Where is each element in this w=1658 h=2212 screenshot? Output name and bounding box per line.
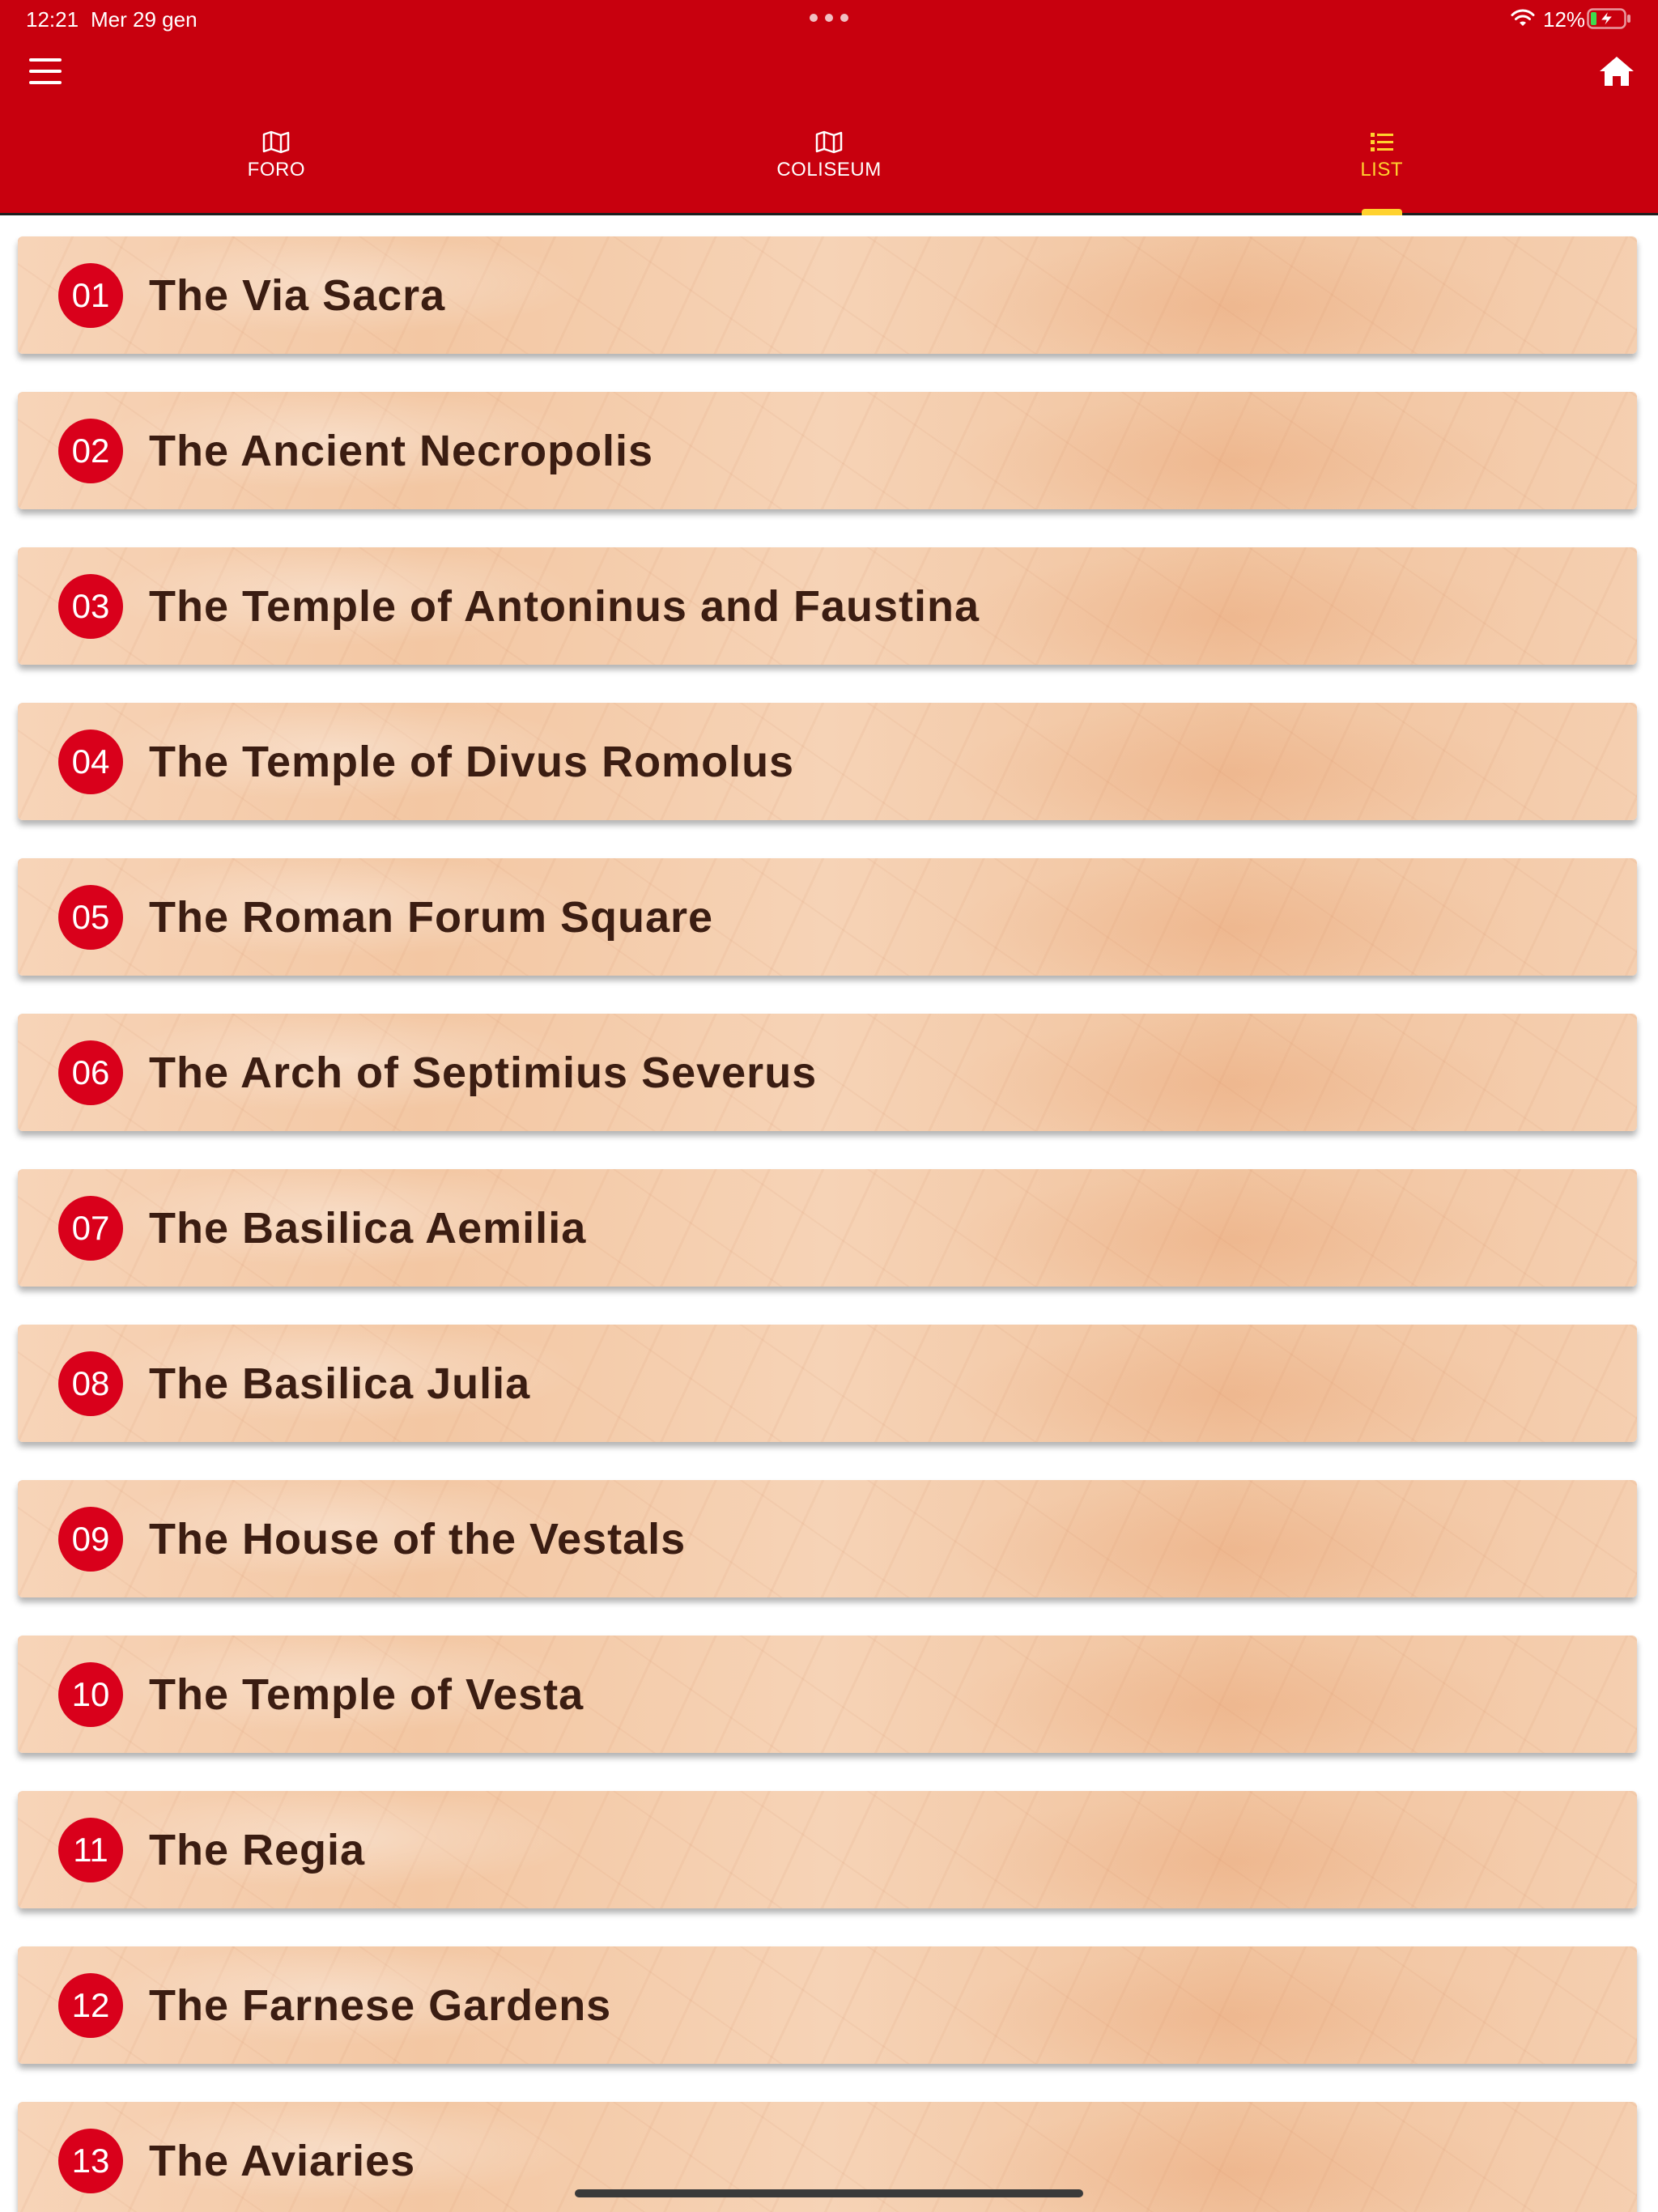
item-title: The Basilica Julia bbox=[149, 1359, 531, 1408]
list-item[interactable] bbox=[18, 1169, 1637, 1287]
item-number-badge: 11 bbox=[58, 1818, 123, 1882]
item-number-badge: 13 bbox=[58, 2129, 123, 2193]
item-number-badge: 07 bbox=[58, 1196, 123, 1261]
hamburger-line bbox=[29, 70, 62, 73]
map-icon bbox=[814, 130, 844, 154]
status-date: Mer 29 gen bbox=[91, 7, 198, 32]
list-item[interactable] bbox=[18, 1325, 1637, 1442]
tab-coliseum[interactable] bbox=[553, 121, 1106, 215]
item-title: The Temple of Divus Romolus bbox=[149, 737, 795, 786]
list-item[interactable] bbox=[18, 1946, 1637, 2064]
item-title: The Roman Forum Square bbox=[149, 892, 714, 942]
item-number-badge: 09 bbox=[58, 1507, 123, 1572]
battery-charging-icon bbox=[1587, 8, 1632, 29]
home-indicator[interactable] bbox=[575, 2189, 1083, 2197]
tab-label: LIST bbox=[1360, 159, 1404, 181]
home-icon[interactable] bbox=[1598, 53, 1635, 89]
hamburger-line bbox=[29, 81, 62, 84]
wifi-icon bbox=[1511, 8, 1535, 28]
item-title: The Temple of Antoninus and Faustina bbox=[149, 581, 980, 631]
item-number-badge: 10 bbox=[58, 1662, 123, 1727]
item-number-badge: 12 bbox=[58, 1973, 123, 2038]
tab-bar bbox=[0, 121, 1658, 215]
item-title: The Via Sacra bbox=[149, 270, 446, 320]
list-item[interactable] bbox=[18, 1480, 1637, 1597]
tab-label: COLISEUM bbox=[776, 159, 882, 181]
list-item[interactable] bbox=[18, 1791, 1637, 1908]
item-title: The Arch of Septimius Severus bbox=[149, 1048, 818, 1097]
tab-list[interactable] bbox=[1105, 121, 1658, 215]
map-icon bbox=[261, 130, 291, 154]
list-item[interactable] bbox=[18, 703, 1637, 820]
active-tab-indicator bbox=[1362, 209, 1402, 215]
tab-label: FORO bbox=[247, 159, 305, 181]
item-number-badge: 06 bbox=[58, 1040, 123, 1105]
list-item[interactable] bbox=[18, 1014, 1637, 1131]
tab-foro[interactable] bbox=[0, 121, 553, 215]
item-title: The Aviaries bbox=[149, 2136, 416, 2185]
list-item[interactable] bbox=[18, 236, 1637, 354]
list-item[interactable] bbox=[18, 858, 1637, 976]
list-item[interactable] bbox=[18, 547, 1637, 665]
item-title: The Ancient Necropolis bbox=[149, 426, 654, 475]
item-title: The Regia bbox=[149, 1825, 366, 1874]
item-number-badge: 03 bbox=[58, 574, 123, 639]
item-title: The Farnese Gardens bbox=[149, 1980, 612, 2030]
hamburger-icon bbox=[29, 58, 62, 62]
multitasking-dots-icon[interactable] bbox=[810, 10, 848, 26]
item-number-badge: 02 bbox=[58, 419, 123, 483]
item-title: The House of the Vestals bbox=[149, 1514, 687, 1563]
item-number-badge: 01 bbox=[58, 263, 123, 328]
item-title: The Basilica Aemilia bbox=[149, 1203, 587, 1253]
menu-button[interactable] bbox=[24, 53, 66, 89]
status-time: 12:21 bbox=[26, 7, 79, 32]
list-item[interactable] bbox=[18, 392, 1637, 509]
battery-percent: 12% bbox=[1543, 7, 1586, 32]
item-number-badge: 08 bbox=[58, 1351, 123, 1416]
list-icon bbox=[1367, 130, 1397, 154]
app-header bbox=[0, 0, 1658, 215]
item-title: The Temple of Vesta bbox=[149, 1670, 585, 1719]
list-item[interactable] bbox=[18, 1636, 1637, 1753]
item-number-badge: 05 bbox=[58, 885, 123, 950]
item-number-badge: 04 bbox=[58, 730, 123, 794]
status-bar bbox=[0, 0, 1658, 39]
